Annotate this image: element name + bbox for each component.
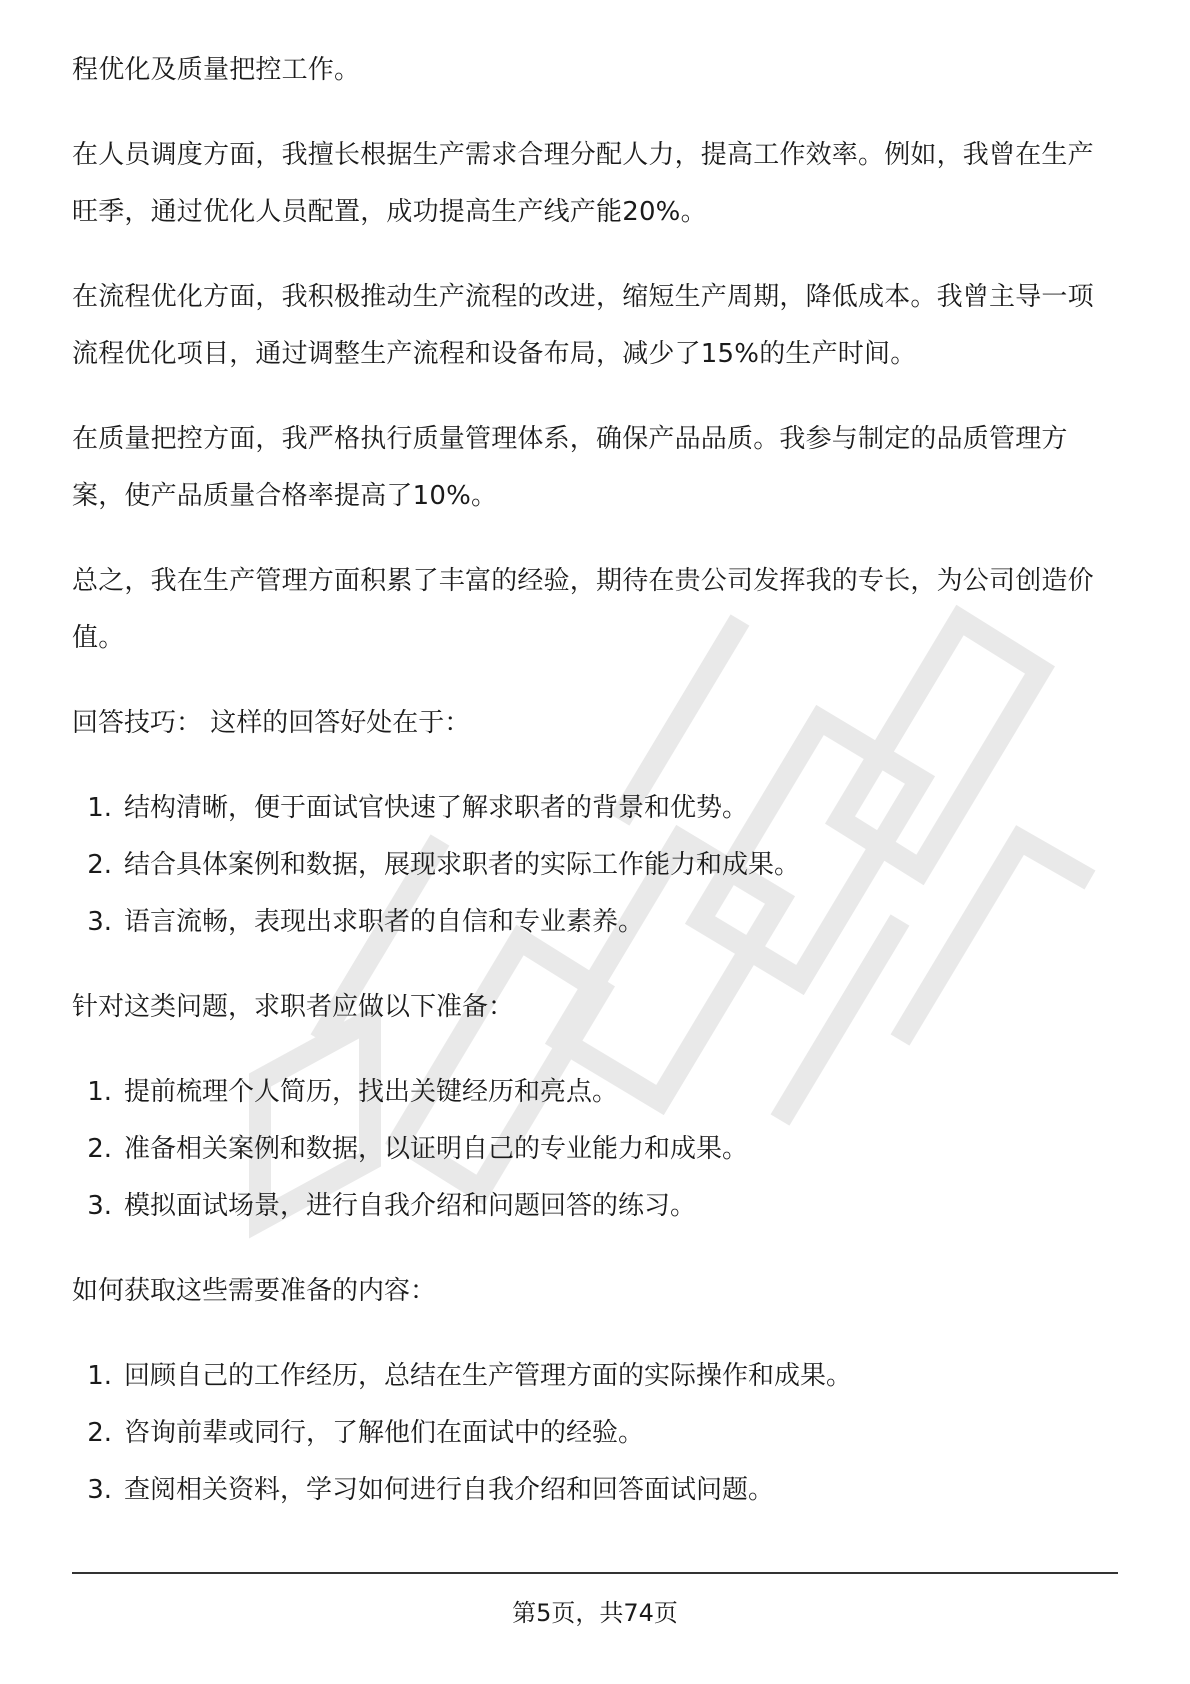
page-number: 第5页，共74页 <box>512 1599 678 1627</box>
footer-divider <box>72 1572 1118 1574</box>
list-item <box>72 1405 1118 1462</box>
list-text: 结构清晰，便于面试官快速了解求职者的背景和优势。 <box>124 793 749 823</box>
document-body <box>72 42 1118 1547</box>
list-text: 模拟面试场景，进行自我介绍和问题回答的练习。 <box>124 1191 697 1221</box>
paragraph-quality: 在质量把控方面，我严格执行质量管理体系，确保产品品质。我参与制定的品质管理方案，使产品质量合格率提高了10%。 <box>72 424 1068 511</box>
paragraph-staffing: 在人员调度方面，我擅长根据生产需求合理分配人力，提高工作效率。例如，我曾在生产旺季，通过优化人员配置，成功提高生产线产能20%。 <box>72 140 1094 227</box>
list-text: 准备相关案例和数据，以证明自己的专业能力和成果。 <box>124 1134 749 1164</box>
list-number: 2. <box>87 1418 112 1448</box>
list-item <box>72 1462 1118 1519</box>
sources-heading: 如何获取这些需要准备的内容： <box>72 1276 437 1306</box>
list-number: 1. <box>87 1077 112 1107</box>
list-item <box>72 1178 1118 1235</box>
tips-list <box>72 780 1118 951</box>
list-number: 3. <box>87 907 112 937</box>
list-item <box>72 1348 1118 1405</box>
sources-list <box>72 1348 1118 1519</box>
paragraph-intro-tail: 程优化及质量把控工作。 <box>72 55 361 85</box>
prep-heading: 针对这类问题，求职者应做以下准备： <box>72 992 515 1022</box>
list-text: 回顾自己的工作经历，总结在生产管理方面的实际操作和成果。 <box>124 1361 853 1391</box>
list-number: 3. <box>87 1475 112 1505</box>
list-text: 结合具体案例和数据，展现求职者的实际工作能力和成果。 <box>124 850 801 880</box>
list-item <box>72 1064 1118 1121</box>
list-text: 查阅相关资料，学习如何进行自我介绍和回答面试问题。 <box>124 1475 775 1505</box>
paragraph-summary: 总之，我在生产管理方面积累了丰富的经验，期待在贵公司发挥我的专长，为公司创造价值。 <box>72 566 1094 653</box>
list-item <box>72 837 1118 894</box>
list-item <box>72 894 1118 951</box>
tips-heading: 回答技巧： 这样的回答好处在于： <box>72 708 471 738</box>
list-item <box>72 1121 1118 1178</box>
list-text: 咨询前辈或同行，了解他们在面试中的经验。 <box>124 1418 645 1448</box>
list-number: 1. <box>87 793 112 823</box>
list-text: 语言流畅，表现出求职者的自信和专业素养。 <box>124 907 645 937</box>
list-number: 2. <box>87 1134 112 1164</box>
paragraph-process: 在流程优化方面，我积极推动生产流程的改进，缩短生产周期，降低成本。我曾主导一项流程优化项目，通过调整生产流程和设备布局，减少了15%的生产时间。 <box>72 282 1094 369</box>
list-number: 3. <box>87 1191 112 1221</box>
prep-list <box>72 1064 1118 1235</box>
list-number: 2. <box>87 850 112 880</box>
list-item <box>72 780 1118 837</box>
list-number: 1. <box>87 1361 112 1391</box>
list-text: 提前梳理个人简历，找出关键经历和亮点。 <box>124 1077 619 1107</box>
